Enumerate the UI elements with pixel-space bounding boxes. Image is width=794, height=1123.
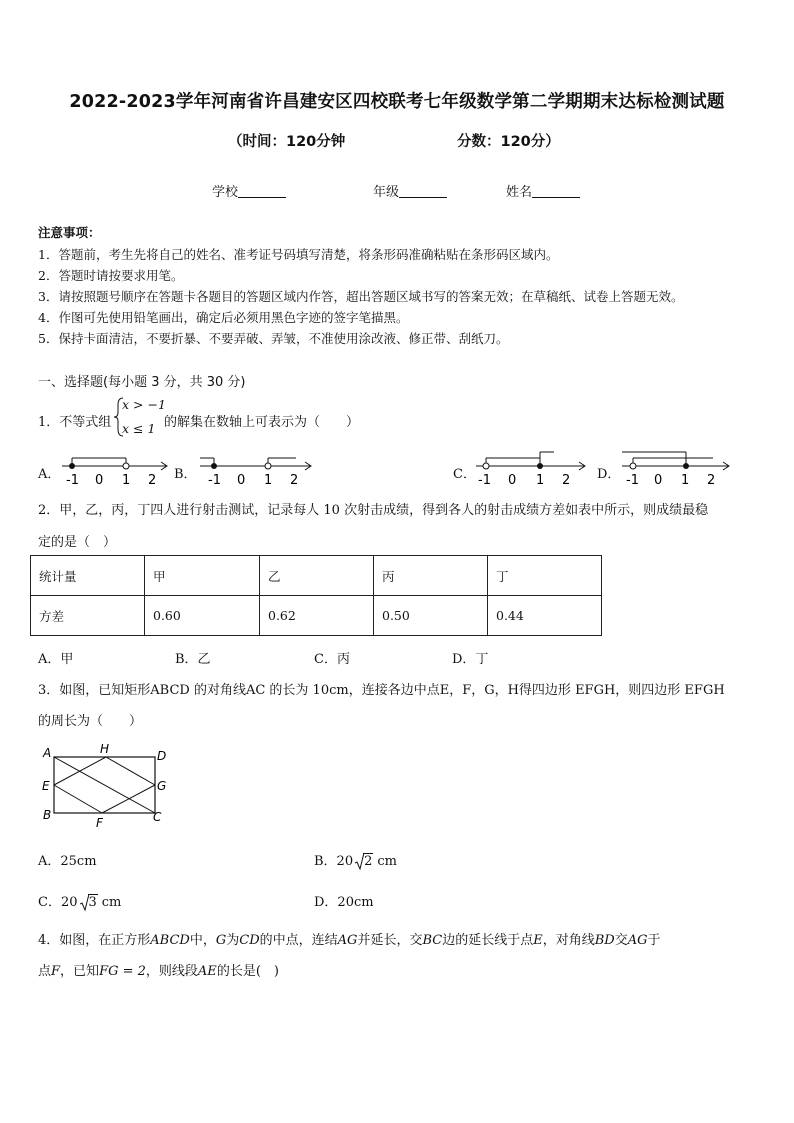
table-row [31,596,602,636]
q4-math: G [215,933,227,948]
q4-math: ABCD [150,933,190,948]
tick-label: 2 [290,473,299,488]
tick-label: 1 [122,473,131,488]
tick-label: 2 [707,473,716,488]
q3-option-b[interactable] [314,850,397,869]
q4-text: 的长是( ) [216,964,279,979]
tick-label: 1 [681,473,690,488]
table-cell: 丁 [488,556,602,596]
tick-label: 2 [562,473,571,488]
table-cell: 0.50 [374,596,488,636]
grade-field[interactable] [373,181,447,200]
point-label: G [157,779,167,793]
name-blank[interactable] [532,183,580,198]
tick-label: -1 [66,473,79,488]
sqrt-radical [80,895,98,910]
q2-option-c[interactable]: C．丙 [314,652,350,667]
table-cell: 丙 [374,556,488,596]
q1-option-c-label[interactable]: C． [453,467,476,482]
q4-math: BD [594,933,615,948]
table-cell: 0.62 [260,596,374,636]
q2-line-1: 2．甲，乙，丙，丁四人进行射击测试，记录每人 10 次射击成绩，得到各人的射击成绩方差如表中所示，则成绩最稳 [38,503,709,518]
q4-text: 为 [226,933,240,948]
q4-text: 点 [38,964,52,979]
table-row [31,556,602,596]
q4-math: F [51,964,61,979]
name-label: 姓名 [506,185,533,200]
q4-text: 的中点，连结 [259,933,338,948]
q1-option-b-numberline[interactable] [196,448,314,488]
q4-text: 4．如图，在正方形 [38,933,151,948]
tick-label: -1 [208,473,221,488]
school-field[interactable] [212,181,286,200]
point-label: D [157,749,167,763]
q4-text: ，已知 [60,964,100,979]
section-heading: 一、选择题(每小题 3 分，共 30 分) [38,375,246,390]
q1-option-a-label[interactable]: A． [38,467,61,482]
point-label: A [43,746,52,760]
point-label: H [100,742,110,756]
q2-line-2: 定的是（ ） [38,535,117,550]
q4-text: 交 [614,933,628,948]
sqrt-radicand: 3 [88,895,97,910]
tick-label: 1 [264,473,273,488]
tick-label: 0 [508,473,517,488]
q4-math: E [533,933,543,948]
q4-text: 并延长，交 [357,933,423,948]
tick-label: 1 [536,473,545,488]
table-cell: 乙 [260,556,374,596]
table-cell: 统计量 [31,556,145,596]
q1-option-d-label[interactable]: D． [597,467,621,482]
tick-label: -1 [478,473,491,488]
tick-label: 2 [148,473,157,488]
sqrt-radical [355,854,373,869]
q1-option-a-numberline[interactable] [58,448,170,488]
q2-option-b[interactable]: B．乙 [175,652,211,667]
point-label: C [153,810,162,824]
q1-suffix: 的解集在数轴上可表示为（ ） [164,415,360,430]
name-field[interactable] [506,181,580,200]
tick-label: 0 [237,473,246,488]
q4-math: AE [197,964,217,979]
table-cell: 甲 [145,556,260,596]
q3-option-c-prefix: C．20 [38,895,78,910]
q1-option-c-numberline[interactable] [472,448,588,488]
q4-text: 于 [647,933,661,948]
variance-table [30,555,602,636]
q3-option-c-unit: cm [101,895,122,910]
q4-math: CD [239,933,260,948]
note-item-1: 1．答题前，考生先将自己的姓名、准考证号码填写清楚，将条形码准确粘贴在条形码区域内。 [38,247,559,262]
q3-option-b-unit: cm [377,854,397,869]
q4-math: BC [422,933,443,948]
q4-text: 边的延长线于点 [442,933,534,948]
q4-line-2 [38,960,279,979]
q1-option-b-label[interactable]: B． [174,467,197,482]
q3-line-1: 3．如图，已知矩形ABCD 的对角线AC 的长为 10cm，连接各边中点E，F，G，H得四边形 EFGH，则四边形 EFGH [38,683,725,698]
school-blank[interactable] [238,183,286,198]
q4-text: ，则线段 [145,964,198,979]
q1-prefix: 1．不等式组 [38,415,112,430]
q1-option-d-numberline[interactable] [618,448,732,488]
point-label: E [42,779,50,793]
table-cell: 方差 [31,596,145,636]
point-label: F [96,816,103,830]
tick-label: 0 [95,473,104,488]
q3-option-c[interactable] [38,891,121,910]
q4-line-1 [38,929,661,948]
school-label: 学校 [212,185,239,200]
table-cell: 0.60 [145,596,260,636]
q2-option-a[interactable]: A．甲 [38,652,74,667]
q1-inequality-2: x ≤ 1 [122,421,156,436]
note-item-4: 4．作图可先使用铅笔画出，确定后必须用黑色字迹的签字笔描黑。 [38,310,409,325]
grade-blank[interactable] [399,183,447,198]
q2-option-d[interactable]: D．丁 [452,652,489,667]
q3-rectangle-figure [36,740,176,832]
time-limit: （时间：120分钟 [228,134,346,150]
q4-math: AG [627,933,648,948]
q3-line-2: 的周长为（ ） [38,714,143,729]
sqrt-radicand: 2 [364,854,373,869]
q3-option-b-prefix: B．20 [314,854,354,869]
q4-text: ，对角线 [542,933,595,948]
grade-label: 年级 [373,185,400,200]
page-title: 2022-2023学年河南省许昌建安区四校联考七年级数学第二学期期末达标检测试题 [69,92,725,112]
note-item-5: 5．保持卡面清洁，不要折暴、不要弄破、弄皱，不准使用涂改液、修正带、刮纸刀。 [38,331,509,346]
q4-math: FG = 2 [99,964,146,979]
table-cell: 0.44 [488,596,602,636]
total-score: 分数：120分） [457,134,560,150]
q4-math: AG [337,933,358,948]
notes-heading: 注意事项： [38,225,101,240]
q4-text: 中， [189,933,216,948]
q1-inequality-1: x > −1 [122,397,166,412]
tick-label: 0 [654,473,663,488]
q3-option-d[interactable]: D．20cm [314,895,374,910]
note-item-3: 3．请按照题号顺序在答题卡各题目的答题区域内作答，超出答题区域书写的答案无效；在草稿纸、试卷上答题无效。 [38,289,684,304]
point-label: B [43,808,52,822]
note-item-2: 2．答题时请按要求用笔。 [38,268,184,283]
tick-label: -1 [626,473,639,488]
q3-option-a[interactable]: A．25cm [38,854,97,869]
